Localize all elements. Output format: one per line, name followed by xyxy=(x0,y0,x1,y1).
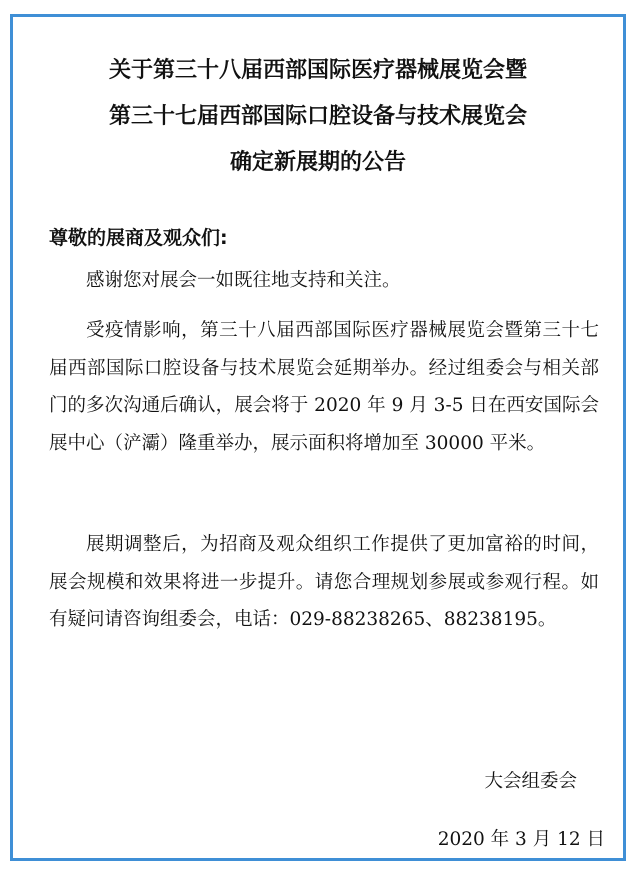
notice-title-line-1: 关于第三十八届西部国际医疗器械展览会暨 xyxy=(108,58,527,83)
body-paragraph-3: 展期调整后，为招商及观众组织工作提供了更加富裕的时间，展会规模和效果将进一步提升。请您合理规划参展或参观行程。如有疑问请咨询组委会，电话：029-88238265、88238195。 xyxy=(49,534,599,630)
body-paragraph-3-block xyxy=(49,526,599,639)
notice-title-line-2: 第三十七届西部国际口腔设备与技术展览会 xyxy=(108,104,527,129)
body-paragraph-1-block xyxy=(49,262,599,300)
notice-title-line-3: 确定新展期的公告 xyxy=(229,150,406,175)
signature: 大会组委会 xyxy=(484,771,577,792)
salutation: 尊敬的展商及观众们: xyxy=(49,227,228,249)
notice-frame xyxy=(10,14,626,861)
body-paragraph-2: 受疫情影响，第三十八届西部国际医疗器械展览会暨第三十七届西部国际口腔设备与技术展览会延期举办。经过组委会与相关部门的多次沟通后确认，展会将于 2020 年 9 月 3-5 日在西安国际会展中心（浐灞）隆重举办，展示面积将增加至 30000 平米。 xyxy=(49,320,599,454)
body-paragraph-1: 感谢您对展会一如既往地支持和关注。 xyxy=(86,270,401,291)
issue-date: 2020 年 3 月 12 日 xyxy=(437,829,605,850)
body-paragraph-2-block xyxy=(49,312,599,462)
